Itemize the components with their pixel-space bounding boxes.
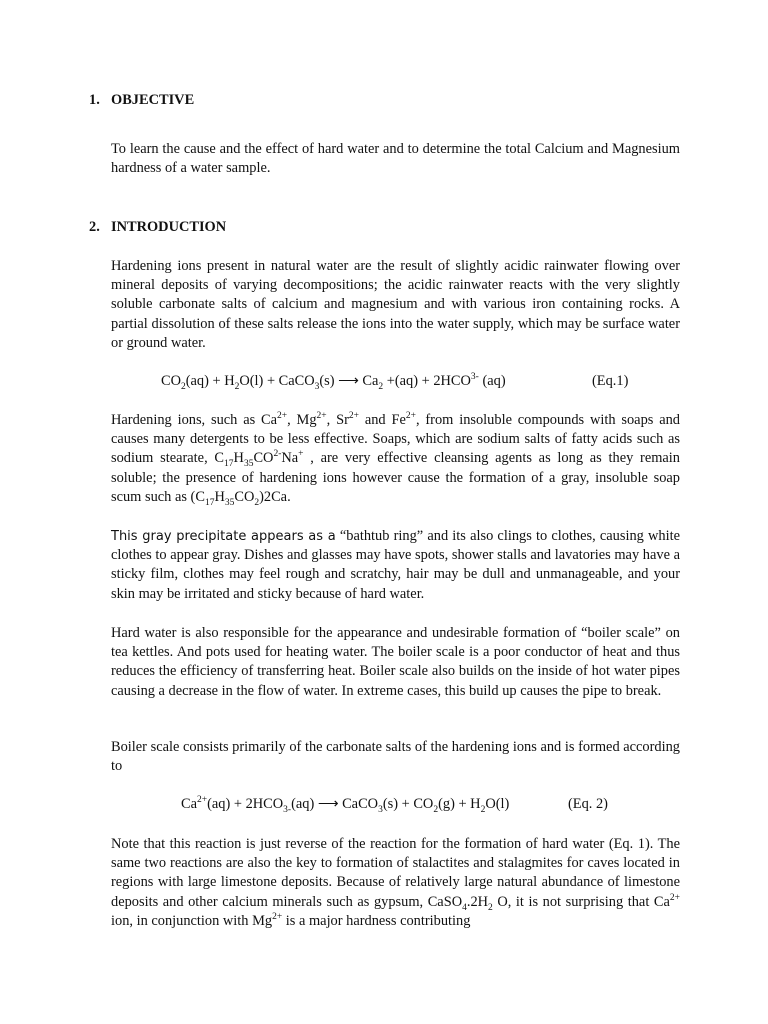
equation-1-text: $CO_2(aq) + H_2O(l)$ + CaCO$_3$(s) ⟶ $Ca_2 +(aq) + 2HCO^{3-}$ (aq)	[161, 372, 506, 392]
intro-paragraph-3-lead: This gray precipitate appears as a	[111, 529, 336, 544]
intro-paragraph-1: Hardening ions present in natural water are the result of slightly acidic rainwater flowing over mineral deposits of varying decompositions; the acidic rainwater reacts with the very slightly soluble carbonate salts of calcium and magnesium and with various iron containing rocks. A partial dissolution of these salts release the ions into the water supply, which may be surface water or ground water.	[111, 258, 680, 351]
intro-paragraph-2: Hardening ions, such as $Ca^{2+}$, $Mg^{2+}$, $Sr^{2+}$ and $Fe^{2+}$, from insoluble compounds with soaps and causes many detergents to be less effective. Soaps, which are sodium salts of fatty acids such as sodium stearate, $C_{17}H_{35}CO^{2-}Na^+$ , are very effective cleansing agents as long as they remain soluble; the presence of hardening ions however cause the formation of a gray, insoluble soap scum such as $(C_{17}H_{35}CO_2)2Ca$.	[111, 411, 680, 508]
intro-paragraph-3-rest: “bathtub ring” and its also clings to clothes, causing white clothes to appear gray. Dishes and glasses may have spots, shower stalls and lavatories may have a sticky film, clothes may feel rough and scratchy, hair may be dull and unmanageable, and your skin may be irritated and sticky because of hard water.	[111, 528, 680, 602]
intro-paragraph-4: Hard water is also responsible for the appearance and undesirable formation of “boiler scale” on tea kettles. And pots used for heating water. The boiler scale is a poor conductor of heat and thus reduces the efficiency of transferring heat. Boiler scale also builds on the inside of hot water pipes causing a decrease in the flow of water. In extreme cases, this build up causes the pipe to break.	[111, 625, 680, 699]
intro-paragraph-5: Boiler scale consists primarily of the carbonate salts of the hardening ions and is formed according to	[111, 739, 680, 775]
equation-1	[161, 373, 506, 390]
equation-2-text: $Ca^{2+}(aq) + 2HCO_{3-}(aq)$ ⟶ CaCO$_3$(s) + $CO_2(g) + H_2O(l)$	[181, 795, 510, 815]
equation-1-label: (Eq.1)	[592, 373, 629, 389]
section-title: OBJECTIVE	[111, 92, 195, 108]
section-title: INTRODUCTION	[111, 219, 227, 235]
objective-paragraph: To learn the cause and the effect of hard water and to determine the total Calcium and Magnesium hardness of a water sample.	[111, 141, 680, 177]
equation-2-label: (Eq. 2)	[568, 796, 608, 812]
section-heading-introduction	[89, 219, 226, 236]
intro-paragraph-6: Note that this reaction is just reverse of the reaction for the formation of hard water (Eq. 1). The same two reactions are also the key to formation of stalactites and stalagmites for caves located in regions with large limestone deposits. Because of relatively large natural abundance of limestone deposits and other calcium minerals such as gypsum, $CaSO_4.2H_2$ O, it is not surprising that $Ca^{2+}$ ion, in conjunction with $Mg^{2+}$ is a major hardness contributing	[111, 836, 680, 929]
section-heading-objective	[89, 92, 194, 109]
section-number: 2.	[89, 219, 100, 235]
intro-paragraph-3	[111, 527, 680, 604]
section-number: 1.	[89, 92, 100, 108]
equation-2	[181, 796, 509, 813]
